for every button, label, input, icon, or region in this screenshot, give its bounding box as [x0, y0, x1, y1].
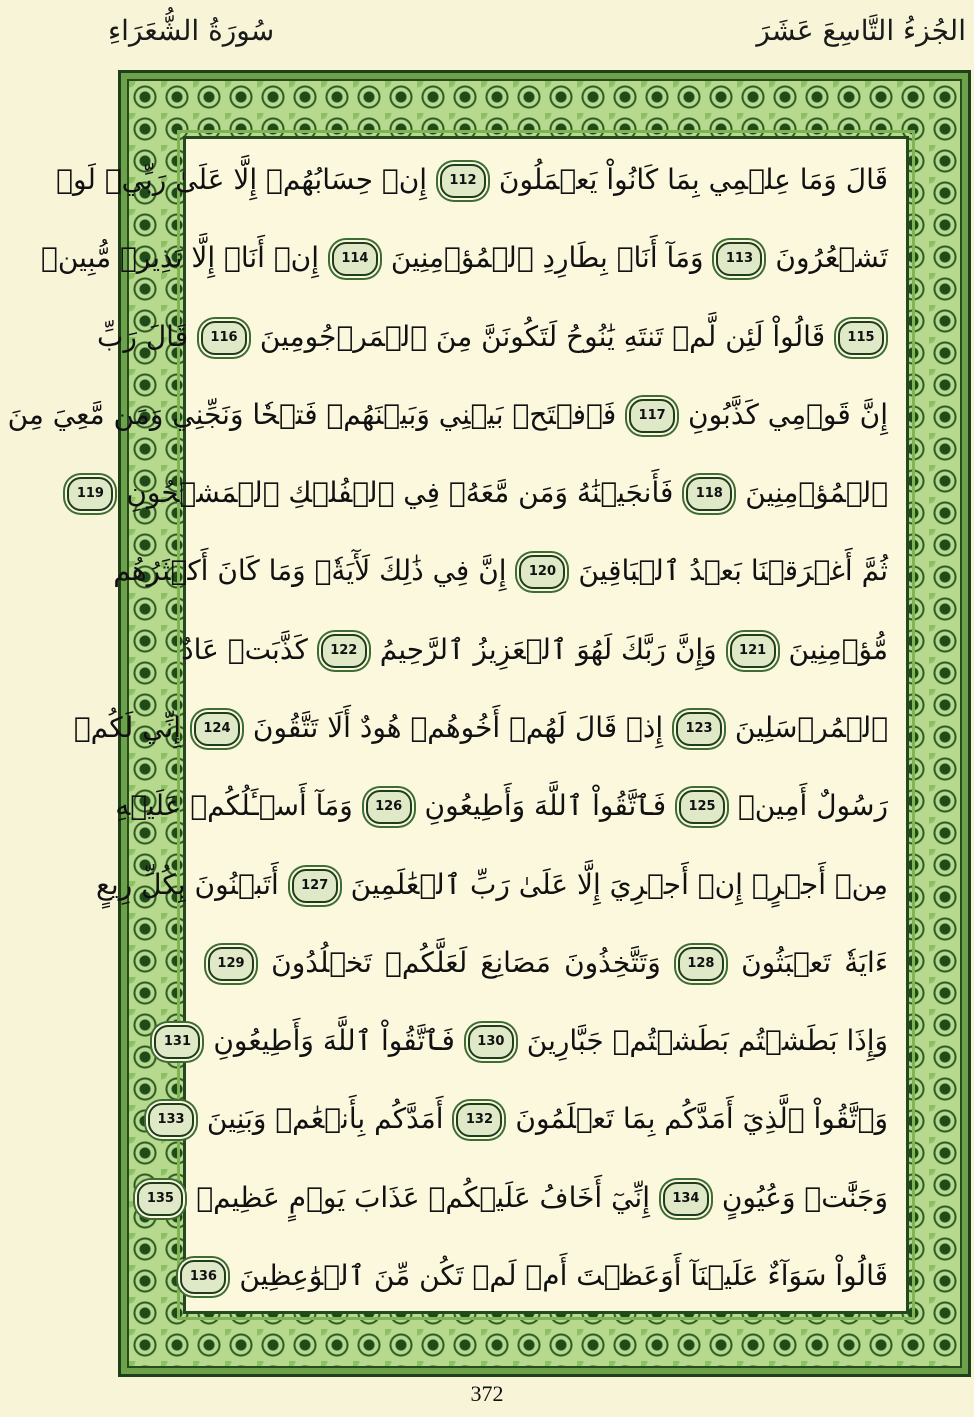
verse-text-segment: إِنِّي لَكُمۡ [73, 710, 182, 744]
verse-text-segment: قَالَ وَمَا عِلۡمِي بِمَا كَانُواْ يَعۡمَلُونَ [498, 163, 888, 196]
verse-text [7, 155, 889, 1301]
verse-number-marker: 113 [716, 242, 762, 276]
ornamental-border [7, 70, 971, 1377]
verse-number-marker: 116 [201, 321, 247, 355]
verse-number-marker: 132 [456, 1103, 502, 1137]
verse-number-marker: 124 [194, 712, 240, 746]
text-line [163, 1016, 888, 1066]
text-line [97, 312, 888, 362]
verse-text-segment: قَالَ رَبِّ [97, 319, 189, 353]
verse-number-marker: 117 [629, 399, 675, 433]
verse-number-marker: 129 [208, 947, 254, 981]
verse-text-segment: فَٱتَّقُواْ ٱللَّهَ وَأَطِيعُونِ [213, 1024, 455, 1058]
text-line [56, 155, 888, 205]
text-line [181, 625, 888, 675]
verse-number-marker: 126 [366, 790, 412, 824]
verse-text-segment: وَمَآ أَسۡـَٔلُكُمۡ عَلَيۡهِ [115, 789, 353, 823]
verse-number-marker: 119 [67, 477, 113, 511]
verse-number-marker: 135 [137, 1182, 183, 1216]
verse-text-segment: ٱلۡمُرۡسَلِينَ [734, 710, 888, 744]
text-line [113, 546, 888, 596]
verse-text-segment: إِنَّ فِي ذَٰلِكَ لَأٓيَةٗۖ وَمَا كَانَ أَكۡثَرُهُم [113, 554, 507, 588]
juz-header: الجُزءُ التَّاسِعَ عَشَرَ [756, 14, 966, 47]
text-line [73, 703, 888, 753]
verse-number-marker: 118 [686, 477, 732, 511]
verse-text-segment: فَٱتَّقُواْ ٱللَّهَ وَأَطِيعُونِ [424, 789, 667, 823]
verse-text-segment: قَالُواْ لَئِن لَّمۡ تَنتَهِ يَٰنُوحُ لَتَكُونَنَّ مِنَ ٱلۡمَرۡجُومِينَ [259, 319, 826, 353]
verse-number-marker: 122 [321, 634, 367, 668]
verse-text-segment: إِنِّيٓ أَخَافُ عَلَيۡكُمۡ عَذَابَ يَوۡمٍ عَظِيمٖ [196, 1180, 650, 1214]
verse-text-segment: ثُمَّ أَغۡرَقۡنَا بَعۡدُ ٱلۡبَاقِينَ [578, 554, 888, 588]
verse-text-segment: وَمَآ أَنَا۠ بِطَارِدِ ٱلۡمُؤۡمِنِينَ [390, 241, 704, 275]
verse-text-segment: تَشۡعُرُونَ [775, 241, 888, 275]
verse-number-marker: 125 [679, 790, 725, 824]
verse-number-marker: 133 [148, 1103, 194, 1137]
verse-number-marker: 120 [519, 555, 565, 589]
verse-text-segment: قَالُواْ سَوَآءٌ عَلَيۡنَآ أَوَعَظۡتَ أَمۡ لَمۡ تَكُن مِّنَ ٱلۡوَٰعِظِينَ [239, 1258, 888, 1292]
verse-text-segment: أَتَبۡنُونَ بِكُلِّ رِيعٍ [96, 867, 279, 901]
text-line [204, 938, 888, 988]
verse-text-segment: وَجَنَّٰتٖ وَعُيُونٍ [721, 1180, 888, 1214]
text-line [7, 390, 888, 440]
verse-text-segment: فَأَنجَيۡنَٰهُ وَمَن مَّعَهُۥ فِي ٱلۡفُلۡكِ ٱلۡمَشۡحُونِ [126, 476, 674, 510]
verse-text-segment: ٱلۡمُؤۡمِنِينَ [745, 476, 888, 510]
verse-text-segment: إِنَّ قَوۡمِي كَذَّبُونِ [688, 397, 888, 431]
surah-header: سُورَةُ الشُّعَرَاءِ [108, 14, 275, 47]
page-number: 372 [470, 1381, 504, 1406]
verse-number-marker: 127 [292, 869, 338, 903]
verse-text-segment: مُّؤۡمِنِينَ [788, 632, 888, 666]
verse-number-marker: 114 [332, 242, 378, 276]
verse-text-segment: إِنۡ حِسَابُهُمۡ إِلَّا عَلَىٰ رَبِّيۖ لَوۡ [56, 163, 428, 196]
verse-text-segment: فَٱفۡتَحۡ بَيۡنِي وَبَيۡنَهُمۡ فَتۡحٗا وَنَجِّنِي وَمَن مَّعِيَ مِنَ [7, 397, 617, 431]
verse-text-segment: وَٱتَّقُواْ ٱلَّذِيٓ أَمَدَّكُم بِمَا تَعۡلَمُونَ [515, 1102, 888, 1136]
verse-number-marker: 136 [180, 1260, 226, 1294]
text-line [76, 468, 888, 518]
text-panel [7, 136, 909, 1314]
verse-text-segment: إِذۡ قَالَ لَهُمۡ أَخُوهُمۡ هُودٌ أَلَا تَتَّقُونَ [252, 710, 664, 744]
verse-text-segment: أَمَدَّكُم بِأَنۡعَٰمٖ وَبَنِينَ [206, 1102, 444, 1136]
text-line [146, 1173, 888, 1223]
text-line [96, 860, 888, 910]
text-line [189, 1251, 888, 1301]
verse-text-segment: رَسُولٌ أَمِينٞ [737, 789, 888, 823]
verse-number-marker: 130 [468, 1025, 514, 1059]
verse-number-marker: 131 [154, 1025, 200, 1059]
verse-text-segment: مِنۡ أَجۡرٍۖ إِنۡ أَجۡرِيَ إِلَّا عَلَىٰ رَبِّ ٱلۡعَٰلَمِينَ [350, 867, 888, 901]
verse-text-segment: إِنۡ أَنَا۠ إِلَّا نَذِيرٞ مُّبِينٞ [41, 241, 319, 275]
verse-text-segment: وَتَتَّخِذُونَ مَصَانِعَ لَعَلَّكُمۡ تَخۡلُدُونَ [271, 945, 661, 979]
text-line [41, 233, 888, 283]
verse-number-marker: 112 [440, 164, 486, 198]
verse-text-segment: ءَايَةٗ تَعۡبَثُونَ [741, 945, 889, 979]
verse-number-marker: 123 [676, 712, 722, 746]
verse-number-marker: 115 [838, 321, 884, 355]
verse-number-marker: 134 [663, 1182, 709, 1216]
verse-number-marker: 121 [730, 634, 776, 668]
verse-number-marker: 128 [678, 947, 724, 981]
text-line [157, 1094, 888, 1144]
verse-text-segment: وَإِذَا بَطَشۡتُم بَطَشۡتُمۡ جَبَّارِينَ [526, 1024, 888, 1058]
verse-text-segment: كَذَّبَتۡ عَادٌ [181, 632, 308, 666]
text-line [115, 781, 888, 831]
verse-text-segment: وَإِنَّ رَبَّكَ لَهُوَ ٱلۡعَزِيزُ ٱلرَّحِيمُ [379, 632, 717, 666]
